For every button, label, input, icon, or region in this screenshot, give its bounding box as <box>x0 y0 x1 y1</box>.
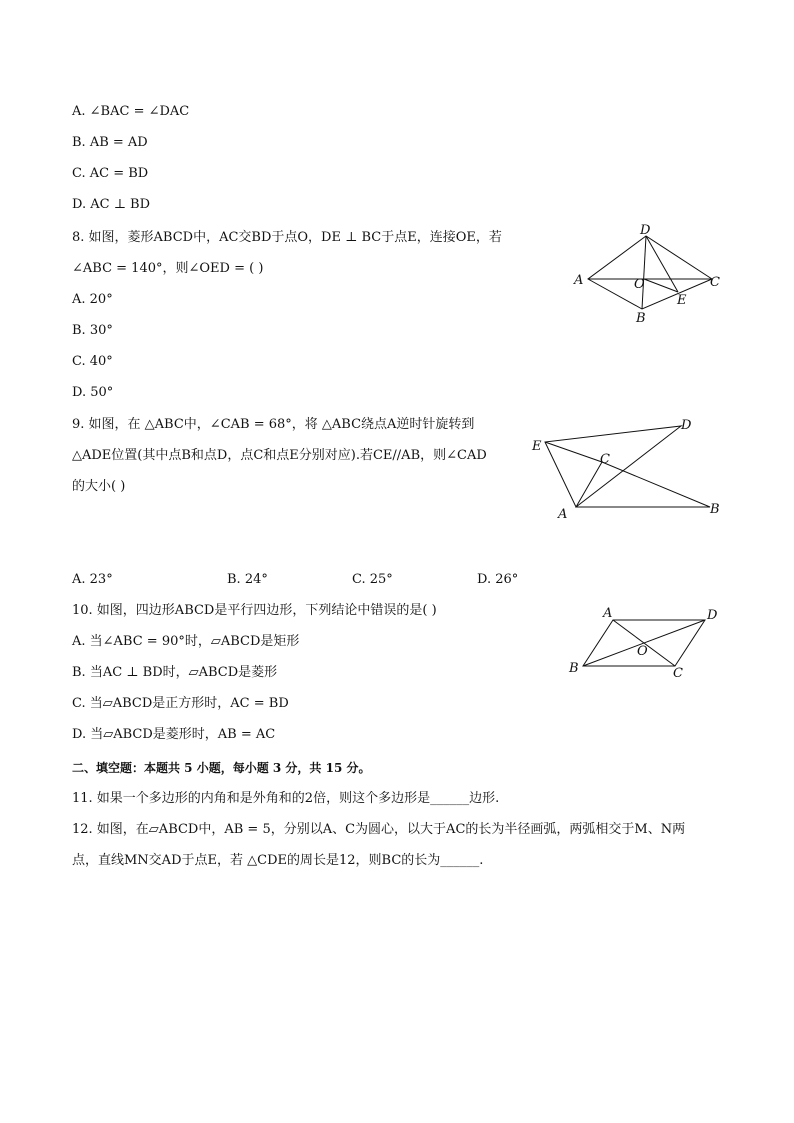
q8-segment-de <box>646 236 678 292</box>
q8-label-a: A <box>574 273 584 288</box>
q10-option-d: D. 当▱ABCD是菱形时，AB = AC <box>72 727 276 742</box>
q7-option-d: D. AC ⊥ BD <box>72 197 151 212</box>
q12-stem-line1: 12. 如图，在▱ABCD中，AB = 5，分别以A、C为圆心，以大于AC的长为半径画弧，两弧相交于M、N两 <box>72 822 686 837</box>
q9-label-b: B <box>710 502 720 517</box>
q10-label-d: D <box>707 608 718 623</box>
q9-stem-line2: △ADE位置(其中点B和点D，点C和点E分别对应).若CE//AB，则∠CAD <box>72 448 487 463</box>
q9-label-c: C <box>600 452 610 467</box>
q10-stem: 10. 如图，四边形ABCD是平行四边形，下列结论中错误的是( ) <box>72 603 437 618</box>
q9-option-c: C. 25° <box>352 572 393 587</box>
q9-label-d: D <box>681 418 692 433</box>
q10-label-b: B <box>569 661 579 676</box>
q8-stem-line2: ∠ABC = 140°，则∠OED = ( ) <box>72 261 264 276</box>
q9-label-a: A <box>558 507 568 522</box>
q7-option-c: C. AC = BD <box>72 166 149 181</box>
q10-parallelogram-figure <box>565 602 725 682</box>
q9-stem-line1: 9. 如图，在 △ABC中，∠CAB = 68°，将 △ABC绕点A逆时针旋转到 <box>72 417 475 432</box>
q8-rhombus-figure <box>570 224 730 328</box>
q12-stem-line2: 点，直线MN交AD于点E，若 △CDE的周长是12，则BC的长为______. <box>72 853 484 868</box>
q7-option-b: B. AB = AD <box>72 135 148 150</box>
q8-label-e: E <box>677 293 687 308</box>
q8-segment-oe <box>644 279 678 292</box>
q10-diagonal-bd <box>583 620 705 666</box>
q7-option-a: A. ∠BAC = ∠DAC <box>72 104 190 119</box>
q10-option-a: A. 当∠ABC = 90°时，▱ABCD是矩形 <box>72 634 300 649</box>
q10-option-b: B. 当AC ⊥ BD时，▱ABCD是菱形 <box>72 665 278 680</box>
q8-label-c: C <box>710 275 720 290</box>
q10-option-c: C. 当▱ABCD是正方形时，AC = BD <box>72 696 289 711</box>
q8-option-d: D. 50° <box>72 385 114 400</box>
q10-label-c: C <box>673 666 683 681</box>
q9-stem-line3: 的大小( ) <box>72 479 126 494</box>
q8-label-d: D <box>640 224 651 238</box>
q9-rotation-figure <box>525 412 725 522</box>
q9-option-b: B. 24° <box>227 572 268 587</box>
q8-diagonal-bd <box>642 236 646 309</box>
q10-label-o: O <box>637 644 648 659</box>
q10-label-a: A <box>603 606 613 621</box>
q8-option-b: B. 30° <box>72 323 113 338</box>
q8-option-c: C. 40° <box>72 354 113 369</box>
q8-rhombus <box>588 236 712 309</box>
q8-stem-line1: 8. 如图，菱形ABCD中，AC交BD于点O，DE ⊥ BC于点E，连接OE，若 <box>72 230 502 245</box>
q9-label-e: E <box>532 439 542 454</box>
q8-label-b: B <box>636 311 646 326</box>
q11-text: 11. 如果一个多边形的内角和是外角和的2倍，则这个多边形是______边形. <box>72 791 500 806</box>
q8-option-a: A. 20° <box>72 292 113 307</box>
section-2-heading: 二、填空题：本题共 5 小题，每小题 3 分，共 15 分。 <box>72 761 371 775</box>
q9-option-a: A. 23° <box>72 572 113 587</box>
q9-triangle-abc <box>576 462 710 507</box>
q9-option-d: D. 26° <box>477 572 519 587</box>
q8-label-o: O <box>634 277 645 292</box>
